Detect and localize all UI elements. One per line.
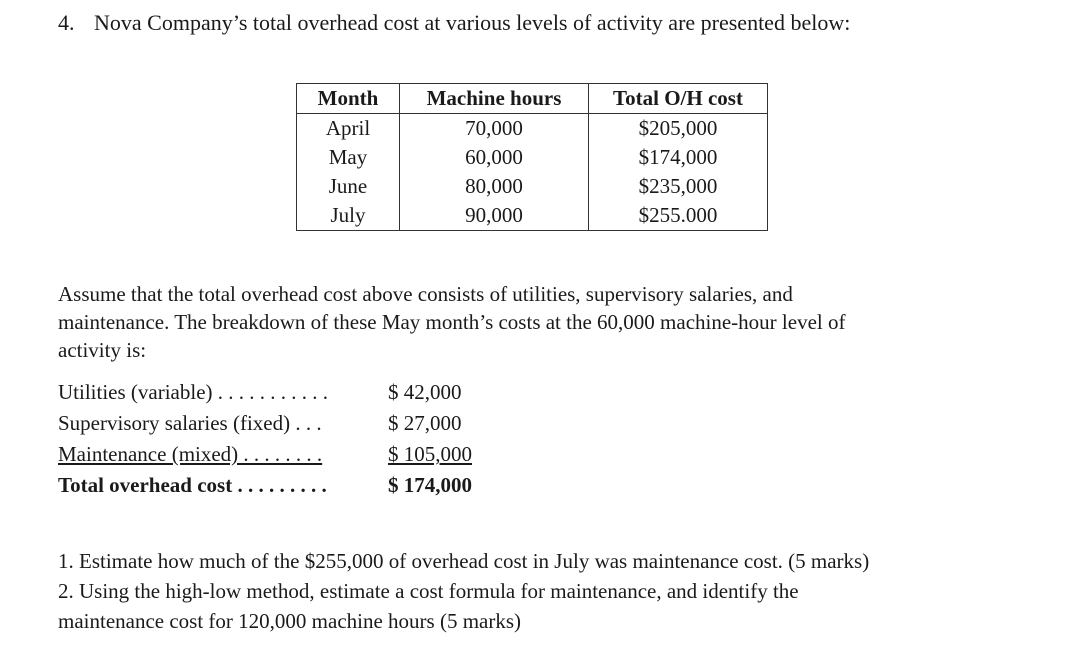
paragraph-line: maintenance. The breakdown of these May month’s costs at the 60,000 machine-hour level of bbox=[58, 310, 846, 334]
question-number: 4. bbox=[58, 10, 75, 35]
breakdown-amount: $ 174,000 bbox=[388, 473, 472, 497]
table-row bbox=[297, 114, 768, 144]
cell-total-cost: $174,000 bbox=[589, 143, 768, 172]
question-text: Nova Company’s total overhead cost at various levels of activity are presented below: bbox=[94, 10, 851, 35]
question-heading bbox=[58, 10, 850, 36]
table-row bbox=[297, 143, 768, 172]
breakdown-label: Total overhead cost . . . . . . . . . bbox=[58, 473, 327, 497]
breakdown-label: Maintenance (mixed) . . . . . . . . bbox=[58, 442, 323, 466]
header-month: Month bbox=[297, 84, 400, 114]
cell-machine-hours: 80,000 bbox=[400, 172, 589, 201]
cell-month: July bbox=[297, 201, 400, 231]
cell-machine-hours: 60,000 bbox=[400, 143, 589, 172]
questions-block bbox=[58, 546, 869, 636]
table-header-row bbox=[297, 84, 768, 114]
cell-total-cost: $235,000 bbox=[589, 172, 768, 201]
cell-month: June bbox=[297, 172, 400, 201]
assumption-paragraph bbox=[58, 280, 1018, 364]
cell-machine-hours: 90,000 bbox=[400, 201, 589, 231]
question-1: 1. Estimate how much of the $255,000 of overhead cost in July was maintenance cost. (5 marks) bbox=[58, 549, 870, 573]
cell-total-cost: $205,000 bbox=[589, 114, 768, 144]
table-row bbox=[297, 201, 768, 231]
table-row bbox=[297, 172, 768, 201]
paragraph-line: activity is: bbox=[58, 338, 147, 362]
header-total-oh-cost: Total O/H cost bbox=[589, 84, 768, 114]
question-2-line: 2. Using the high-low method, estimate a cost formula for maintenance, and identify the bbox=[58, 579, 799, 603]
breakdown-label: Supervisory salaries (fixed) . . . bbox=[58, 411, 322, 435]
paragraph-line: Assume that the total overhead cost above consists of utilities, supervisory salaries, and bbox=[58, 282, 793, 306]
breakdown-amount: $ 42,000 bbox=[388, 380, 462, 404]
breakdown-amount: $ 105,000 bbox=[388, 442, 472, 466]
question-2-line: maintenance cost for 120,000 machine hours (5 marks) bbox=[58, 609, 522, 633]
cell-month: May bbox=[297, 143, 400, 172]
header-machine-hours: Machine hours bbox=[400, 84, 589, 114]
cell-month: April bbox=[297, 114, 400, 144]
overhead-table bbox=[296, 83, 768, 231]
breakdown-label: Utilities (variable) . . . . . . . . . . . bbox=[58, 380, 329, 404]
cell-total-cost: $255.000 bbox=[589, 201, 768, 231]
breakdown-amount: $ 27,000 bbox=[388, 411, 462, 435]
cell-machine-hours: 70,000 bbox=[400, 114, 589, 144]
